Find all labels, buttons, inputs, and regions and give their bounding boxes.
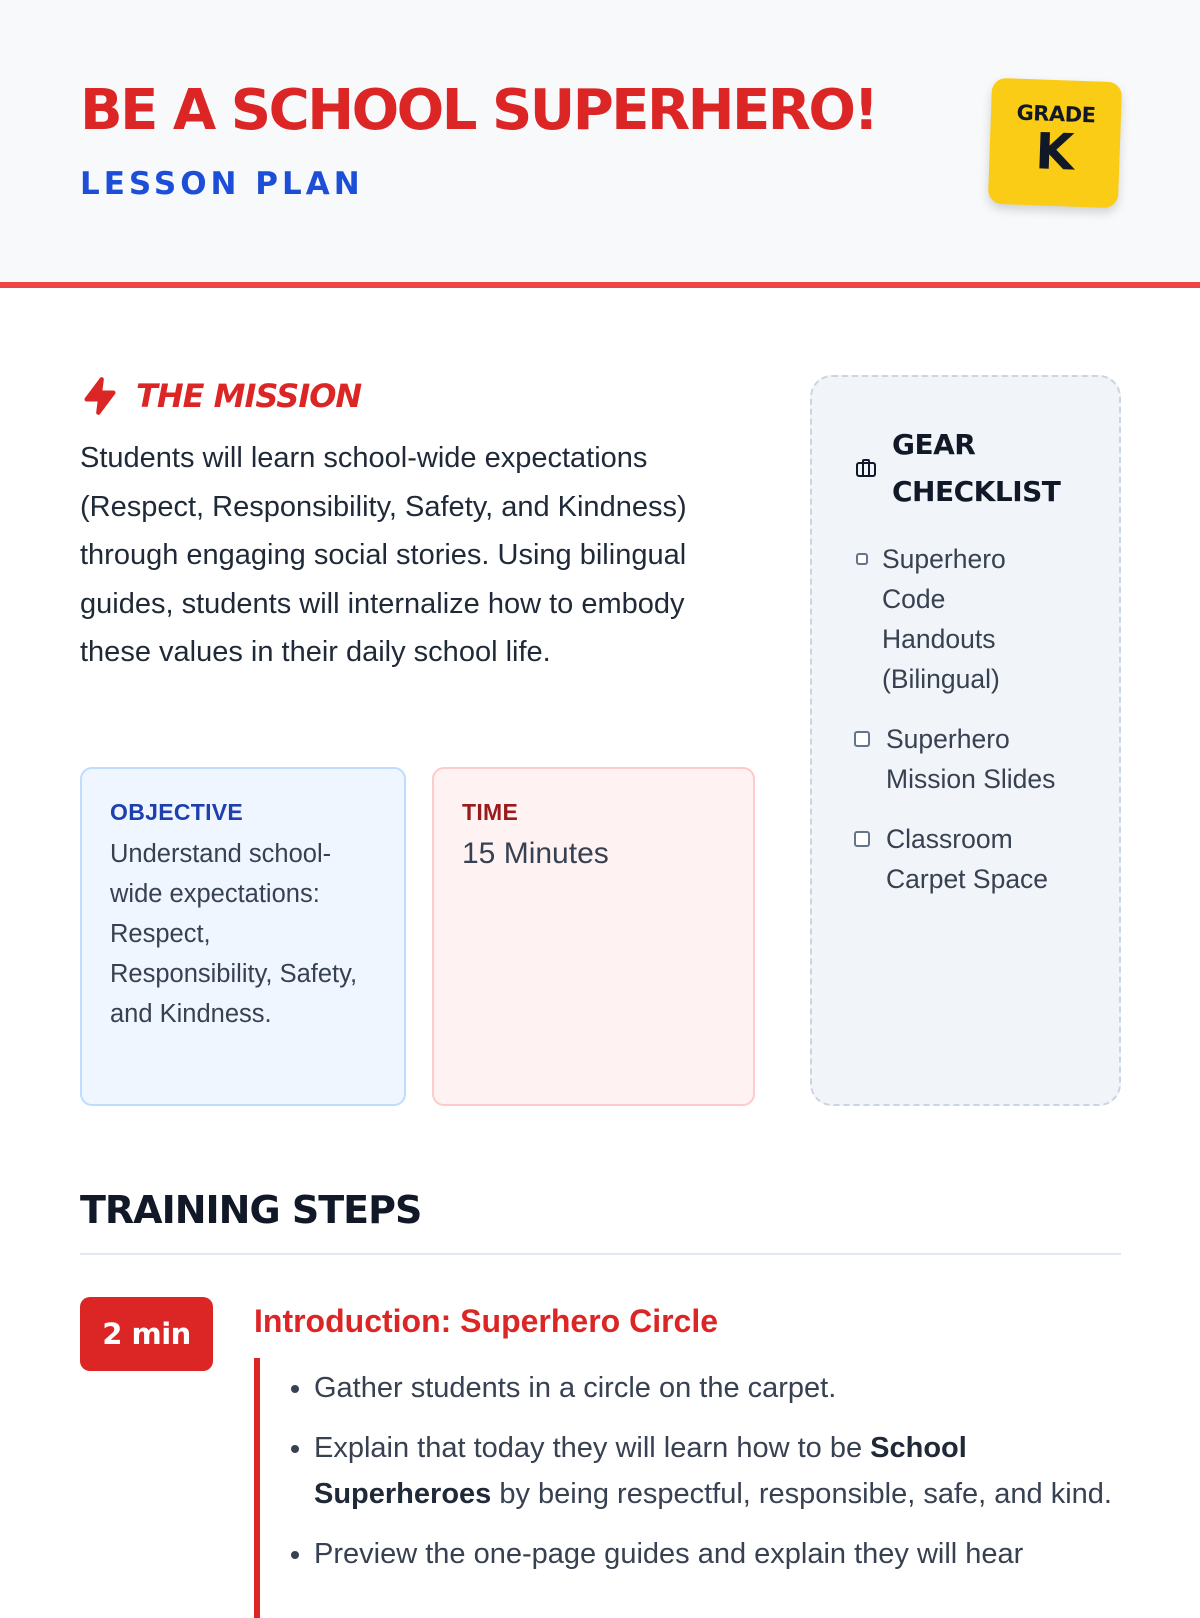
time-label: TIME [462,799,519,825]
step-duration-badge: 2 min [80,1297,213,1371]
page-title: BE A SCHOOL SUPERHERO! [80,78,877,143]
gear-checklist-heading [854,421,1082,515]
time-card [432,767,755,1106]
step-bullet-text: Gather students in a circle on the carpet. [314,1372,837,1404]
step-bullet-text: Explain that today they will learn how to be [314,1431,871,1464]
briefcase-icon [854,456,878,480]
step-bullet-list [314,1365,1124,1590]
lesson-header [0,0,1200,288]
mission-description: Students will learn school-wide expectations (Respect, Responsibility, Safety, and Kindness) through engaging social stories. Using bilingual guides, students will internalize how to embody these values in their daily school life. [80,442,687,668]
grade-badge [988,78,1122,208]
checklist-item[interactable] [854,539,1094,699]
gear-checklist-panel [810,375,1121,1106]
checklist-item-label: Superhero Code Handouts (Bilingual) [882,544,1006,694]
gear-checklist-title: GEAR CHECKLIST [892,428,1061,508]
grade-label: GRADE [1016,100,1096,128]
mission-title: THE MISSION [136,377,362,415]
checklist-item-label: Classroom Carpet Space [886,824,1049,894]
checkbox[interactable] [854,731,870,747]
objective-card [80,767,406,1106]
step-title: Introduction: Superhero Circle [254,1303,719,1339]
step-bullet-text: by being respectful, responsible, safe, and kind. [491,1478,1112,1510]
step-bullet [314,1531,1124,1578]
checkbox[interactable] [854,831,870,847]
step-bullet-text: Preview the one-page guides and explain they will hear [314,1537,1024,1570]
objective-text: Understand school-wide expectations: Respect, Responsibility, Safety, and Kindness. [110,840,358,1028]
objective-label: OBJECTIVE [110,799,244,825]
mission-heading [80,376,361,416]
lightning-bolt-icon [80,376,120,416]
training-steps-title: TRAINING STEPS [80,1188,422,1232]
step-accent-bar [254,1358,260,1618]
page-subtitle: LESSON PLAN [80,166,364,202]
step-bullet [314,1365,1124,1412]
checklist-item-label: Superhero Mission Slides [886,724,1056,794]
grade-value: K [1034,122,1076,182]
checkbox[interactable] [856,553,868,565]
step-bullet-emphasis: School Superheroes [314,1431,967,1510]
gear-checklist [854,539,1094,919]
checklist-item[interactable] [854,819,1094,899]
section-divider [80,1253,1121,1255]
step-bullet [314,1425,1124,1518]
checklist-item[interactable] [854,719,1094,799]
time-text: 15 Minutes [462,837,609,870]
